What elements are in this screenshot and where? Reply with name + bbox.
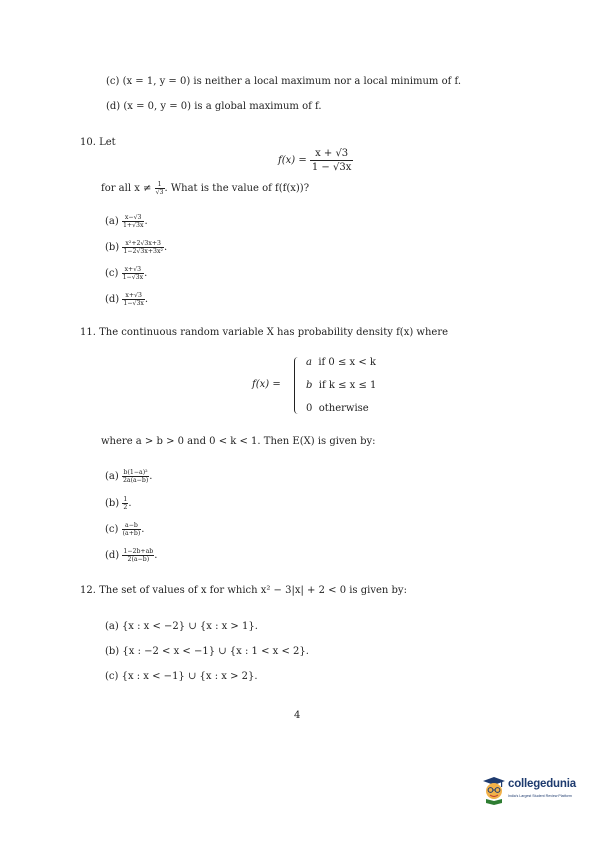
q11-where: where a > b > 0 and 0 < k < 1. Then E(X) is given by: — [101, 436, 376, 447]
q12-option-c: (c) {x : x < −1} ∪ {x : x > 2}. — [105, 671, 258, 682]
q12-label: 12. The set of values of x for which x² − 3|x| + 2 < 0 is given by: — [80, 585, 407, 596]
collegedunia-logo-text: collegedunia — [508, 778, 576, 790]
collegedunia-tagline: India's Largest Student Review Platform — [508, 794, 572, 798]
q11-option-d: (d) $\frac{1-2b+ab}{2(a-b)}$ . — [105, 548, 158, 564]
q11-option-c: (c) $\frac{a-b}{(a+b)}$ . — [105, 522, 145, 538]
q10-numerator: x + √3 — [310, 147, 353, 161]
page-number: 4 — [294, 710, 301, 721]
q11-case-2: b if k ≤ x ≤ 1 — [306, 380, 377, 391]
q10-option-a: (a) $\frac{x-√3}{1+√3x}$ . — [105, 214, 148, 230]
q12-option-b: (b) {x : −2 < x < −1} ∪ {x : 1 < x < 2}. — [105, 646, 309, 657]
q10-denominator: 1 − √3x — [311, 162, 352, 173]
q11-brace — [294, 357, 299, 414]
q10-option-c: (c) $\frac{x+√3}{1-√3x}$ . — [105, 266, 148, 282]
q10-option-d: (d) $\frac{x+√3}{1-√3x}$ . — [105, 292, 149, 308]
q10-condition-fraction: $\frac{1}{√3}$ — [155, 181, 164, 197]
q10-fx: f(x) = — [278, 155, 307, 166]
q9-option-c: (c) (x = 1, y = 0) is neither a local maximum nor a local minimum of f. — [106, 76, 462, 87]
q10-condition: for all x ≠ $\frac{1}{√3}$ . What is the value of f(f(x))? — [101, 181, 310, 197]
q11-fx: f(x) = — [252, 379, 281, 390]
q10-option-b: (b) $\frac{\text{x²+2√3x+3}}{\text{1−2√3x+3x²}}$ . — [105, 240, 168, 256]
q11-case-3: 0 otherwise — [306, 403, 369, 414]
q10-main-fraction — [310, 147, 353, 174]
q9-option-d: (d) (x = 0, y = 0) is a global maximum of f. — [106, 101, 322, 112]
q11-option-b: (b) $\frac{1}{2}$ . — [105, 496, 132, 512]
q11-option-a: (a) $\frac{\text{b(1−a)²}}{2a(a-b)}$ . — [105, 469, 153, 485]
q11-case-1: a if 0 ≤ x < k — [306, 357, 376, 368]
q12-option-a: (a) {x : x < −2} ∪ {x : x > 1}. — [105, 621, 258, 632]
q10-label: 10. Let — [80, 137, 116, 148]
q11-label: 11. The continuous random variable X has probability density f(x) where — [80, 327, 449, 338]
q10-definition — [278, 147, 353, 174]
